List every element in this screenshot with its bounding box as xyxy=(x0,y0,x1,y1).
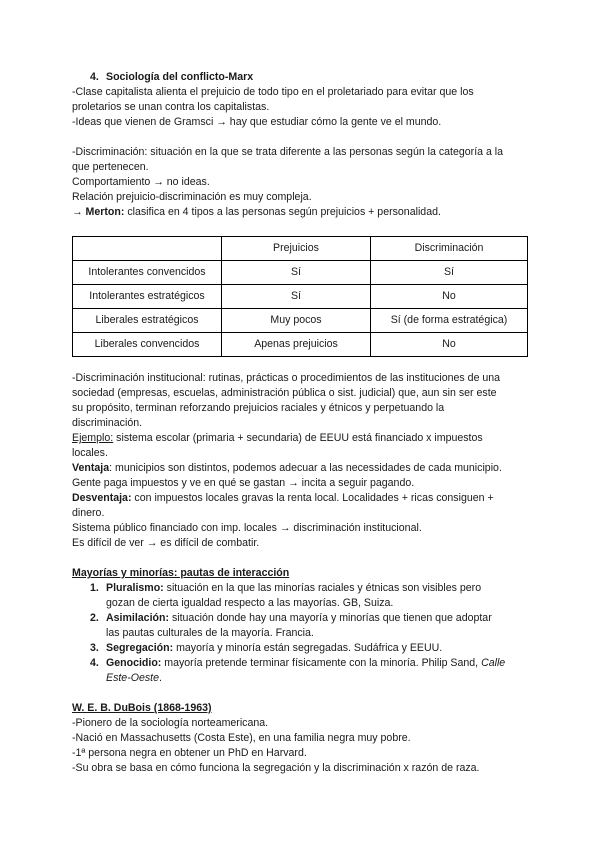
heading-title: Sociología del conflicto-Marx xyxy=(106,71,254,83)
list-item: 3. Segregación: mayoría y minoría están segregadas. Sudáfrica y EEUU. xyxy=(90,642,443,654)
merton-line: → Merton: clasifica en 4 tipos a las personas según prejuicios + personalidad. xyxy=(72,206,441,218)
table-cell: Intolerantes estratégicos xyxy=(73,285,222,309)
text-line: -Nació en Massachusetts (Costa Este), en una familia negra muy pobre. xyxy=(72,732,411,744)
table-row xyxy=(73,261,528,285)
list-item: 2. Asimilación: situación donde hay una mayoría y minorías que tienen que adoptar las pautas culturales de la mayoría. Francia. xyxy=(90,612,492,639)
text-line: -Discriminación: situación en la que se trata diferente a las personas según la categoría a la xyxy=(72,146,504,158)
merton-name: Merton: xyxy=(85,206,125,218)
text-line: que pertenecen. xyxy=(72,161,149,173)
heading-number: 4. xyxy=(90,71,99,83)
disadvantage-line: Desventaja: con impuestos locales gravas la renta local. Localidades + ricas consiguen + xyxy=(72,492,494,504)
disadvantage-label: Desventaja: xyxy=(72,492,132,504)
table-header-cell xyxy=(73,237,222,261)
text-line: -Ideas que vienen de Gramsci → hay que estudiar cómo la gente ve el mundo. xyxy=(72,116,442,128)
text-line: Es difícil de ver → es difícil de combatir. xyxy=(72,537,260,549)
table-row xyxy=(73,285,528,309)
list-item: 4. Genocidio: mayoría pretende terminar físicamente con la minoría. Philip Sand, Calle Este-Oeste. xyxy=(90,657,506,684)
table-cell: Muy pocos xyxy=(222,309,371,333)
text-line: Comportamiento → no ideas. xyxy=(72,176,210,188)
advantage-label: Ventaja xyxy=(72,462,110,474)
text-line: -Discriminación institucional: rutinas, prácticas o procedimientos de las instituciones de una xyxy=(72,372,501,384)
table-cell: Intolerantes convencidos xyxy=(73,261,222,285)
text-line: Sistema público financiado con imp. locales → discriminación institucional. xyxy=(72,522,422,534)
table-header-cell: Discriminación xyxy=(371,237,528,261)
table-cell: No xyxy=(371,285,528,309)
section-heading xyxy=(90,70,530,85)
example-label: Ejemplo: xyxy=(72,432,114,444)
table-cell: Sí xyxy=(222,285,371,309)
text-line: Gente paga impuestos y ve en qué se gastan → incita a seguir pagando. xyxy=(72,477,415,489)
example-line: Ejemplo: sistema escolar (primaria + secundaria) de EEUU está financiado x impuestos xyxy=(72,432,483,444)
table-cell: Sí (de forma estratégica) xyxy=(371,309,528,333)
table-cell: Sí xyxy=(222,261,371,285)
table-header-cell: Prejuicios xyxy=(222,237,371,261)
text-line: -1ª persona negra en obtener un PhD en Harvard. xyxy=(72,747,307,759)
advantage-line: Ventaja: municipios son distintos, podemos adecuar a las necessidades de cada municipio. xyxy=(72,462,502,474)
text-line: Relación prejuicio-discriminación es muy compleja. xyxy=(72,191,312,203)
text-line: discriminación. xyxy=(72,417,143,429)
text-line: -Su obra se basa en cómo funciona la segregación y la discriminación x razón de raza. xyxy=(72,762,480,774)
table-cell: Liberales convencidos xyxy=(73,333,222,357)
text-line: sociedad (empresas, escuelas, administración pública o sist. judicial) que, aun sin ser este xyxy=(72,387,497,399)
dubois-heading: W. E. B. DuBois (1868-1963) xyxy=(72,702,212,714)
list-item: 1. Pluralismo: situación en la que las minorías raciales y étnicas son visibles pero gozan de cierta igualdad respecto a las mayorías. GB, Suiza. xyxy=(90,582,482,609)
table-cell: Apenas prejuicios xyxy=(222,333,371,357)
table-row xyxy=(73,333,528,357)
table-cell: No xyxy=(371,333,528,357)
text-line: locales. xyxy=(72,447,108,459)
document-page xyxy=(72,70,530,776)
text-line: su propósito, terminan reforzando prejuicios raciales y étnicos y perpetuando la xyxy=(72,402,445,414)
majorities-heading: Mayorías y minorías: pautas de interacción xyxy=(72,567,290,579)
text-line: -Clase capitalista alienta el prejuicio de todo tipo en el proletariado para evitar que los xyxy=(72,86,474,98)
table-header-row xyxy=(73,237,528,261)
text-line: proletarios se unan contra los capitalistas. xyxy=(72,101,270,113)
merton-table xyxy=(72,236,528,357)
text-line: -Pionero de la sociología norteamericana. xyxy=(72,717,269,729)
table-cell: Sí xyxy=(371,261,528,285)
table-row xyxy=(73,309,528,333)
table-cell: Liberales estratégicos xyxy=(73,309,222,333)
majorities-list xyxy=(72,581,530,686)
text-line: dinero. xyxy=(72,507,105,519)
